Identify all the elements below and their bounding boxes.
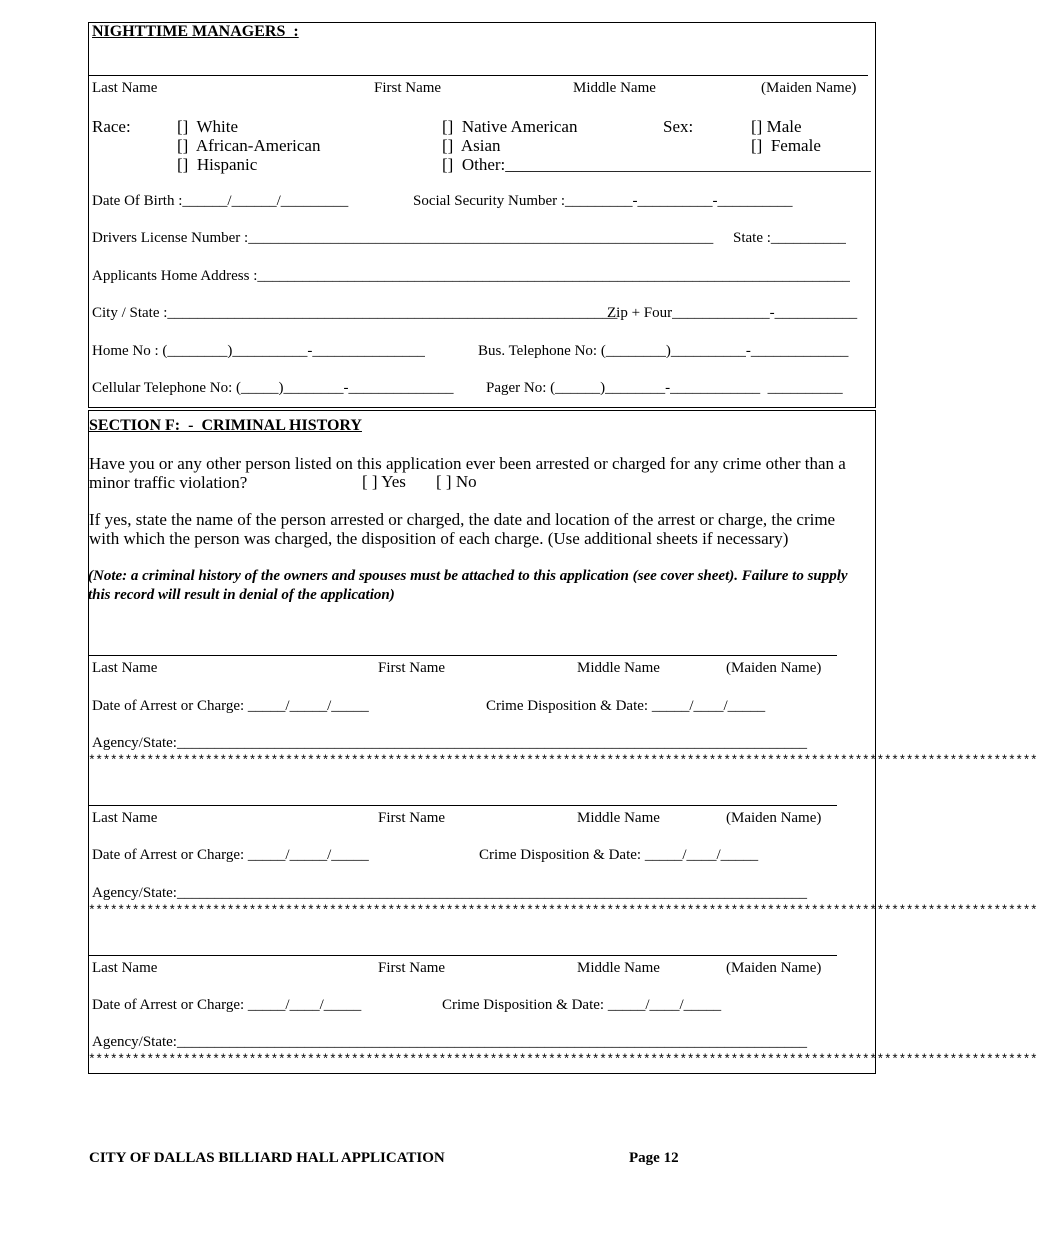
nighttime-managers-title: NIGHTTIME MANAGERS : — [92, 23, 299, 40]
page-number: Page 12 — [629, 1150, 679, 1166]
race-option-hispanic[interactable]: [] Hispanic — [177, 155, 258, 174]
race-option-white[interactable]: [] White — [177, 117, 239, 136]
middle-name-label: Middle Name — [573, 80, 656, 96]
arrest-question-text: Have you or any other person listed on this application ever been arrested or charged for any crime other than a minor traffic violation? — [89, 454, 846, 492]
disposition-date-field[interactable]: Crime Disposition & Date: _____/____/_____ — [442, 997, 722, 1013]
maiden-name-label: (Maiden Name) — [726, 810, 822, 826]
answer-yes-checkbox[interactable]: [ ] Yes — [362, 472, 406, 491]
middle-name-label: Middle Name — [577, 960, 660, 976]
race-option-asian[interactable]: [] Asian — [442, 136, 501, 155]
separator-stars: ********************************************************************************************************************************** — [88, 903, 1037, 918]
middle-name-label: Middle Name — [577, 660, 660, 676]
arrest-date-field[interactable]: Date of Arrest or Charge: _____/____/_____ — [92, 997, 362, 1013]
first-name-label: First Name — [374, 80, 442, 96]
answer-no-checkbox[interactable]: [ ] No — [436, 472, 477, 491]
name-line[interactable] — [89, 655, 837, 656]
last-name-label: Last Name — [92, 960, 158, 976]
name-line[interactable] — [89, 955, 837, 956]
criminal-history-note: (Note: a criminal history of the owners and spouses must be attached to this application (see cover sheet). Failure to supply this record will result in denial of the application) — [88, 568, 848, 603]
agency-state-field[interactable]: Agency/State:____________________________________________________________________________________ — [92, 1034, 807, 1050]
date-of-birth-field[interactable]: Date Of Birth :______/______/_________ — [92, 193, 349, 209]
race-option-african-american[interactable]: [] African-American — [177, 136, 321, 155]
business-phone-field[interactable]: Bus. Telephone No: (________)__________-_____________ — [478, 343, 849, 359]
first-name-label: First Name — [378, 960, 446, 976]
zip-field[interactable]: Zip + Four_____________-___________ — [607, 305, 858, 321]
agency-state-field[interactable]: Agency/State:____________________________________________________________________________________ — [92, 885, 807, 901]
city-state-field[interactable]: City / State :____________________________________________________________ — [92, 305, 618, 321]
drivers-license-field[interactable]: Drivers License Number :______________________________________________________________ — [92, 230, 714, 246]
arrest-date-field[interactable]: Date of Arrest or Charge: _____/_____/_____ — [92, 847, 369, 863]
sex-option-female[interactable]: [] Female — [751, 136, 821, 155]
race-option-native-american[interactable]: [] Native American — [442, 117, 578, 136]
first-name-label: First Name — [378, 660, 446, 676]
license-state-field[interactable]: State :__________ — [733, 230, 846, 246]
name-line[interactable] — [89, 805, 837, 806]
ssn-field[interactable]: Social Security Number :_________-__________-__________ — [413, 193, 793, 209]
if-yes-instructions: If yes, state the name of the person arrested or charged, the date and location of the arrest or charge, the crime with which the person was charged, the disposition of each charge. (Use additional sheets if necessary) — [89, 510, 836, 548]
criminal-history-title: SECTION F: - CRIMINAL HISTORY — [89, 417, 362, 434]
race-option-other[interactable]: [] Other:___________________________________________ — [442, 155, 871, 174]
home-address-field[interactable]: Applicants Home Address :_______________________________________________________________________________ — [92, 268, 850, 284]
name-line[interactable] — [89, 75, 868, 76]
sex-label: Sex: — [663, 117, 694, 136]
maiden-name-label: (Maiden Name) — [726, 960, 822, 976]
maiden-name-label: (Maiden Name) — [726, 660, 822, 676]
agency-state-field[interactable]: Agency/State:____________________________________________________________________________________ — [92, 735, 807, 751]
arrest-date-field[interactable]: Date of Arrest or Charge: _____/_____/_____ — [92, 698, 369, 714]
middle-name-label: Middle Name — [577, 810, 660, 826]
separator-stars: ********************************************************************************************************************************** — [88, 753, 1037, 768]
cell-phone-field[interactable]: Cellular Telephone No: (_____)________-______________ — [92, 380, 454, 396]
maiden-name-label: (Maiden Name) — [761, 80, 857, 96]
sex-option-male[interactable]: [] Male — [751, 117, 802, 136]
last-name-label: Last Name — [92, 80, 158, 96]
first-name-label: First Name — [378, 810, 446, 826]
disposition-date-field[interactable]: Crime Disposition & Date: _____/____/_____ — [479, 847, 759, 863]
home-phone-field[interactable]: Home No : (________)__________-_______________ — [92, 343, 425, 359]
last-name-label: Last Name — [92, 660, 158, 676]
separator-stars: ********************************************************************************************************************************** — [88, 1052, 1037, 1067]
disposition-date-field[interactable]: Crime Disposition & Date: _____/____/_____ — [486, 698, 766, 714]
footer-title: CITY OF DALLAS BILLIARD HALL APPLICATION — [89, 1150, 445, 1166]
pager-field[interactable]: Pager No: (______)________-____________ __________ — [486, 380, 843, 396]
last-name-label: Last Name — [92, 810, 158, 826]
race-label: Race: — [92, 117, 131, 136]
